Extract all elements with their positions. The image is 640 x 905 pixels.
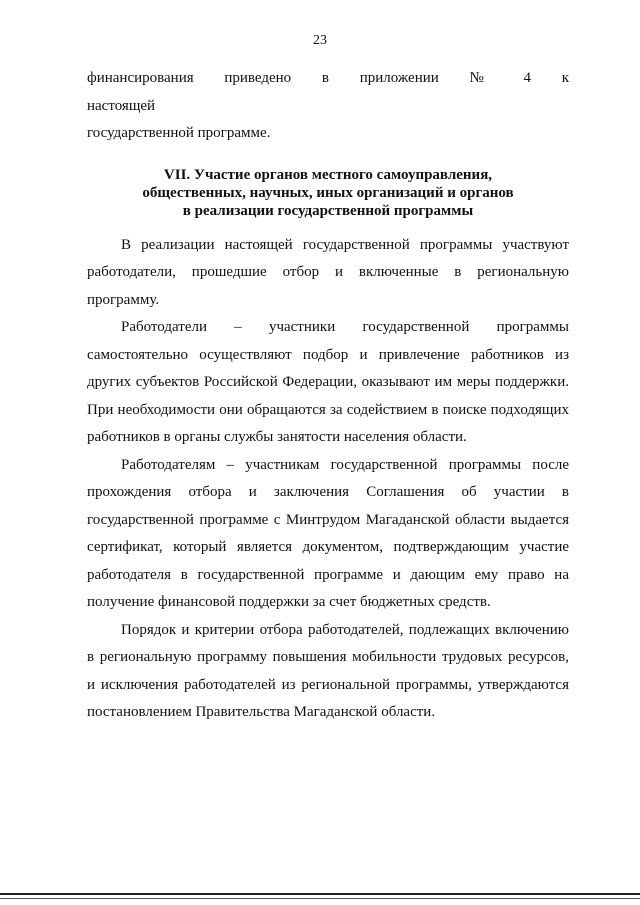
document-body — [87, 65, 569, 727]
intro-line-2: государственной программе. — [87, 125, 271, 141]
paragraph-1: В реализации настоящей государственной программы участвуют работодатели, прошедшие отбор и включенные в региональную программу. — [87, 236, 569, 308]
bottom-border-line — [0, 893, 640, 895]
section-heading-line-2: общественных, научных, иных организаций и органов — [142, 184, 514, 201]
section-heading — [87, 166, 569, 220]
paragraph-3: Работодателям – участникам государственной программы после прохождения отбора и заключения Соглашения об участии в государственной программе с Минтрудом Магаданской области выдается сертификат, который является документом, подтверждающим участие работодателя в государственной программе и дающим ему право на получение финансовой поддержки за счет бюджетных средств. — [87, 456, 569, 610]
bottom-border-line-thin — [0, 898, 640, 899]
section-heading-line-3: в реализации государственной программы — [182, 202, 474, 219]
page-number: 23 — [313, 33, 327, 48]
paragraph-2: Работодатели – участники государственной программы самостоятельно осуществляют подбор и привлечение работников из других субъектов Российской Федерации, оказывают им меры поддержки. При необходимости они обращаются за содействием в поиске подходящих работников в органы службы занятости населения области. — [87, 319, 569, 445]
paragraph-4: Порядок и критерии отбора работодателей, подлежащих включению в региональную программу повышения мобильности трудовых ресурсов, и исключения работодателей из региональной программы, утверждаются постановлением Правительства Магаданской области. — [87, 621, 569, 720]
intro-line-1: финансирования приведено в приложении № 4 к настоящей — [87, 70, 569, 114]
section-heading-line-1: VII. Участие органов местного самоуправления, — [163, 166, 493, 183]
